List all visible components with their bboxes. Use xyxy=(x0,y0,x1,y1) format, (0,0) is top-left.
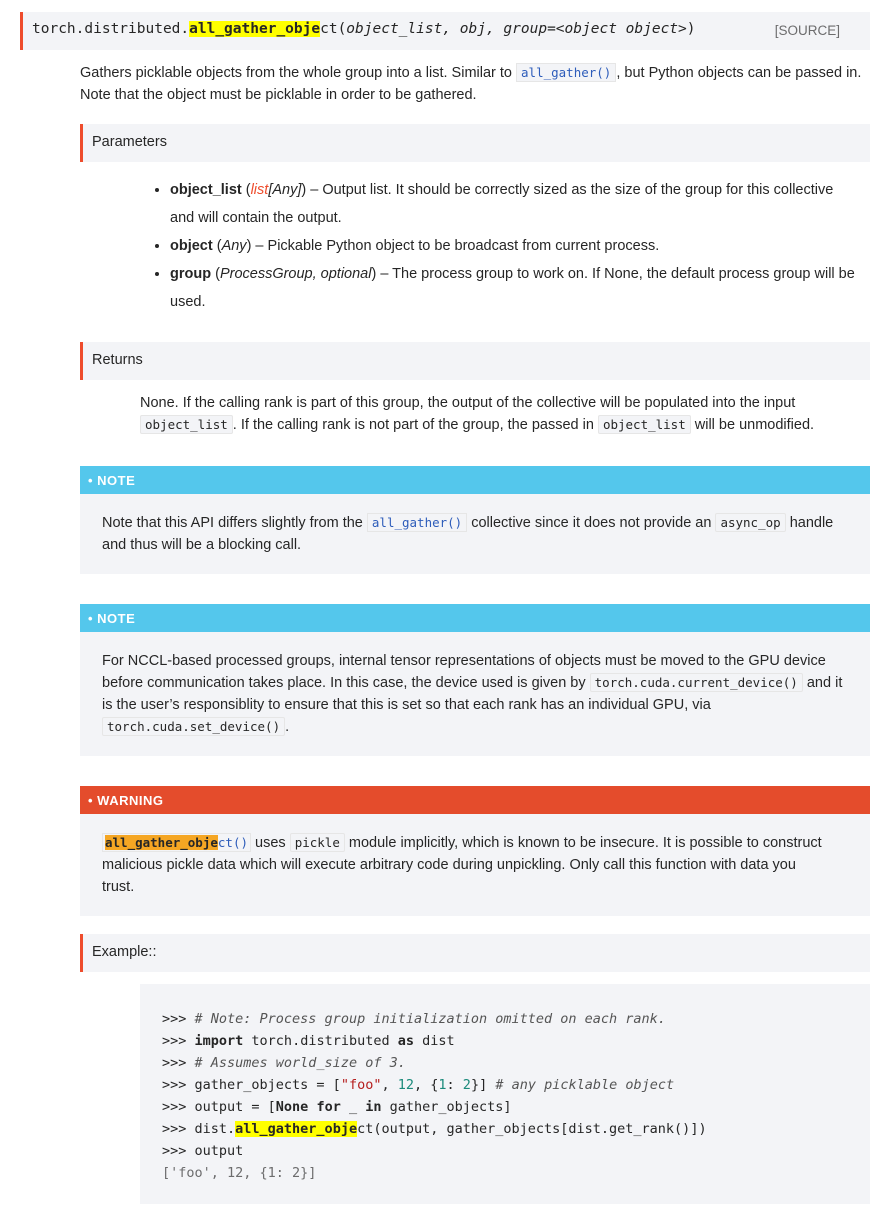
note-text: handle xyxy=(785,515,834,531)
param-desc-cont: used. xyxy=(170,294,206,310)
code-text: gather_objects] xyxy=(381,1099,512,1115)
code-text: , xyxy=(381,1077,398,1093)
description xyxy=(80,62,870,106)
note-admonition-2 xyxy=(80,604,870,756)
prompt: >>> xyxy=(162,1011,195,1027)
returns-line1: None. If the calling rank is part of this group, the output of the collective will be populated into the input xyxy=(140,395,796,411)
returns-mid: . If the calling rank is not part of the group, the passed in xyxy=(232,417,598,433)
param-object-list: • object_list (list[Any]) – Output list. It should be correctly sized as the size of the group for this collective and will contain the output. xyxy=(170,176,878,232)
param-name: group xyxy=(170,266,212,282)
note-body xyxy=(102,650,848,738)
prompt: >>> xyxy=(162,1033,195,1049)
code-text: dist. xyxy=(194,1121,236,1137)
code-text: gather_objects = [ xyxy=(194,1077,341,1093)
code-comment: # Assumes world_size of 3. xyxy=(194,1055,406,1071)
note-body xyxy=(102,512,848,556)
code-text: }] xyxy=(470,1077,496,1093)
keyword: import xyxy=(194,1033,244,1049)
code-number: 12 xyxy=(397,1077,414,1093)
note-text: and thus will be a blocking call. xyxy=(102,537,302,553)
code-text: dist xyxy=(414,1033,455,1049)
parameters-heading xyxy=(80,124,870,162)
returns-text xyxy=(140,392,870,436)
returns-code1: object_list xyxy=(140,415,233,434)
code-text: : xyxy=(446,1077,463,1093)
returns-heading xyxy=(80,342,870,380)
function-signature xyxy=(20,12,870,50)
code-text: ct(output, gather_objects[dist.get_rank()]) xyxy=(357,1121,707,1137)
signature-text: torch.distributed.all_gather_object(object_list, obj, group=<object object>) xyxy=(32,21,696,37)
all-gather-object-link[interactable] xyxy=(102,833,251,852)
signature-prefix: torch.distributed. xyxy=(32,21,190,37)
description-text1: Gathers picklable objects from the whole group into a list. Similar to xyxy=(80,65,517,81)
code-string: "foo" xyxy=(340,1077,382,1093)
param-desc: – Pickable Python object to be broadcast from current process. xyxy=(251,238,660,254)
param-type: ProcessGroup, optional xyxy=(219,266,372,282)
code-text: output = [ xyxy=(194,1099,276,1115)
source-link[interactable]: [SOURCE] xyxy=(774,23,840,38)
warning-text: module implicitly, which is known to be insecure. It is possible to construct xyxy=(344,835,822,851)
returns-heading-label: Returns xyxy=(92,352,143,368)
keyword: as xyxy=(397,1033,414,1049)
description-text2: , but Python objects can be passed in. xyxy=(616,65,862,81)
param-name: object xyxy=(170,238,213,254)
signature-params: object_list, obj, group=<object object> xyxy=(346,21,687,37)
code-text: , { xyxy=(414,1077,439,1093)
warning-body xyxy=(102,832,848,898)
list-type-link[interactable]: list xyxy=(250,182,269,198)
param-group: • group (ProcessGroup, optional) – The process group to work on. If None, the default process group will be used. xyxy=(170,260,878,316)
note-text: For NCCL-based processed groups, internal tensor representations of objects must be moved to the GPU device xyxy=(102,653,826,669)
note-text: is the user’s responsiblity to ensure that this is set so that each rank has an individual GPU, via xyxy=(102,697,711,713)
prompt: >>> xyxy=(162,1077,195,1093)
warning-admonition xyxy=(80,786,870,916)
param-type: Any xyxy=(221,238,247,254)
note-label: • NOTE xyxy=(80,604,870,632)
prompt: >>> xyxy=(162,1055,195,1071)
note-text: collective since it does not provide an xyxy=(467,515,716,531)
note-text: Note that this API differs slightly from the xyxy=(102,515,367,531)
async-op-code: async_op xyxy=(715,513,785,532)
parameters-heading-label: Parameters xyxy=(92,134,167,150)
code-comment: # any picklable object xyxy=(495,1077,675,1093)
warning-label: • WARNING xyxy=(80,786,870,814)
param-type: [Any] xyxy=(268,182,302,198)
all-gather-link[interactable]: all_gather() xyxy=(367,513,467,532)
keyword: None xyxy=(275,1099,309,1115)
example-heading-label: Example:: xyxy=(92,944,157,960)
keyword: in xyxy=(365,1099,382,1115)
warning-text: trust. xyxy=(102,879,135,895)
keyword: for xyxy=(316,1099,341,1115)
note-text: . xyxy=(285,719,290,735)
warning-text: uses xyxy=(251,835,290,851)
code-number: 1 xyxy=(438,1077,447,1093)
highlight-text: all_gather_obje xyxy=(105,835,218,850)
returns-code2: object_list xyxy=(598,415,691,434)
code-comment: # Note: Process group initialization omitted on each rank. xyxy=(194,1011,666,1027)
param-desc: – The process group to work on. If None, the default process group will be xyxy=(376,266,855,282)
param-desc: – Output list. It should be correctly sized as the size of the group for this collective xyxy=(306,182,834,198)
prompt: >>> xyxy=(162,1099,195,1115)
note-text: before communication takes place. In this case, the device used is given by xyxy=(102,675,590,691)
warning-text: malicious pickle data which will execute arbitrary code during unpickling. Only call this function with data you xyxy=(102,857,796,873)
signature-name-rest: ct xyxy=(320,21,338,37)
prompt: >>> xyxy=(162,1143,195,1159)
set-device-code: torch.cuda.set_device() xyxy=(102,717,285,736)
parameters-list xyxy=(150,176,878,316)
note-text: and it xyxy=(802,675,843,691)
param-object: • object (Any) – Pickable Python object to be broadcast from current process. xyxy=(170,232,878,260)
code-text: torch.distributed xyxy=(243,1033,398,1049)
description-text3: Note that the object must be picklable in order to be gathered. xyxy=(80,87,477,103)
param-name: object_list xyxy=(170,182,242,198)
example-code-block xyxy=(140,984,870,1204)
code-text: output xyxy=(194,1143,244,1159)
prompt: >>> xyxy=(162,1121,195,1137)
code-number: 2 xyxy=(462,1077,471,1093)
code-text: _ xyxy=(340,1099,366,1115)
example-heading xyxy=(80,934,870,972)
returns-end: will be unmodified. xyxy=(690,417,815,433)
current-device-code: torch.cuda.current_device() xyxy=(590,673,803,692)
pickle-code: pickle xyxy=(290,833,345,852)
signature-name-highlight: all_gather_obje xyxy=(189,21,321,37)
all-gather-link[interactable]: all_gather() xyxy=(516,63,616,82)
note-admonition-1 xyxy=(80,466,870,574)
code-content xyxy=(162,1008,707,1184)
highlight-text: all_gather_obje xyxy=(235,1121,358,1137)
code-output: ['foo', 12, {1: 2}] xyxy=(162,1165,317,1181)
note-label: • NOTE xyxy=(80,466,870,494)
param-desc-cont: and will contain the output. xyxy=(170,210,342,226)
link-rest: ct() xyxy=(217,835,248,850)
